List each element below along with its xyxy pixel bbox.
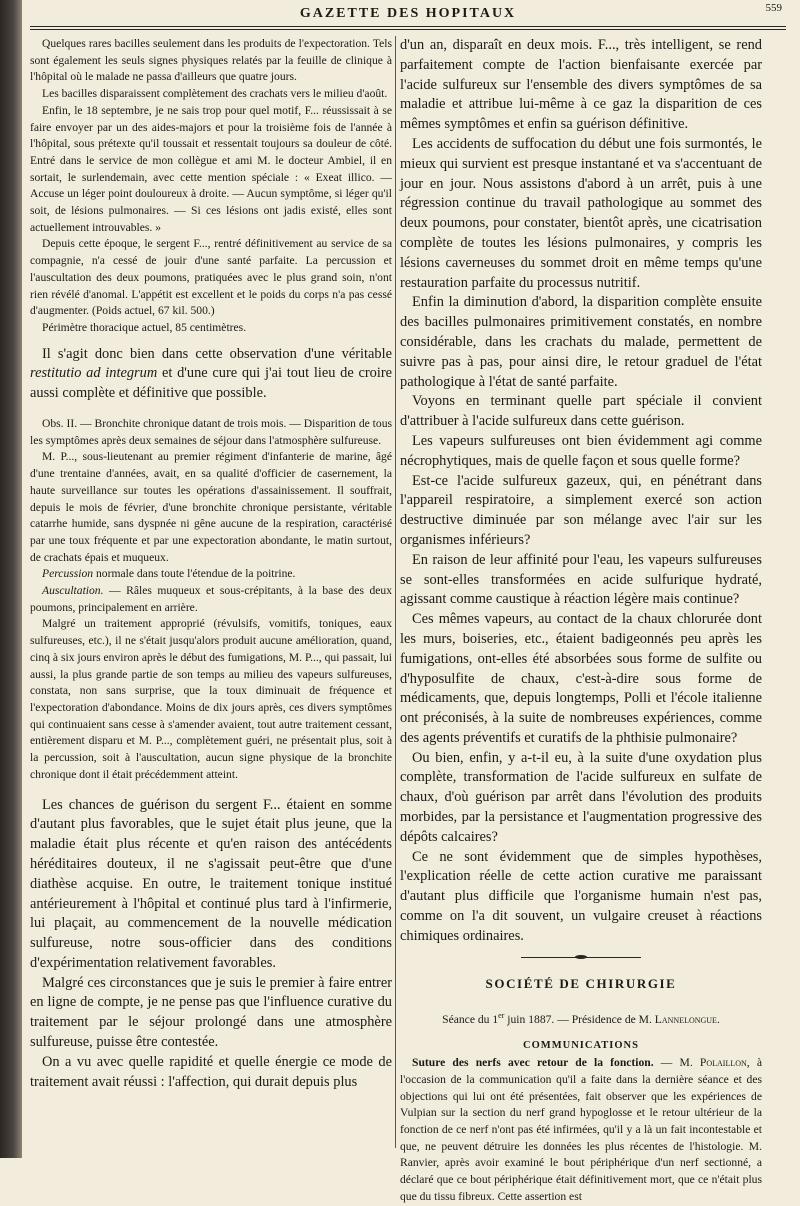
paragraph: Les accidents de suffocation du début une fois surmontés, le mieux qui survient est presque instantané et va s'accentuant de jour en jour. Nous assistons d'abord à un arrêt, puis à une régression continue du travail pathologique au sommet des deux poumons, pour constater, bientôt après, une cicatrisation complète de toutes les lésions pulmonaires, y compris les lésions caverneuses du sommet droit en même temps qu'une restauration parfaite du processus nutritif.: [400, 135, 762, 291]
page-header: [30, 2, 786, 32]
header-rule: [30, 26, 786, 30]
paragraph: Malgré ces circonstances que je suis le premier à faire entrer en ligne de compte, je ne pense pas que l'influence curative du traitement par le séjour prolongé dans une atmosphère sulfureuse, puisse être contestée.: [30, 974, 392, 1051]
paragraph: Malgré un traitement approprié (révulsifs, vomitifs, toniques, eaux sulfureuses, etc.), il ne s'était jusqu'alors produit aucune amélioration, quand, cinq à six jours environ après le début des fumigations, M. P..., qui passait, lui aussi, la plus grande partie de son temps au milieu des vapeurs sulfureuses, constata, non sans surprise, que la toux diminuait de fréquence et l'expectoration d'abondance. Moins de dix jours après, ces divers symptômes qui continuaient sans cesse à s'amender avaient, tout autre traitement cessant, entièrement disparu et M. P..., complètement guéri, ne présentait plus, soit à la percussion, soit à l'auscultation, aucun signe physique de la bronchite chronique dont il était précédemment atteint.: [30, 617, 392, 781]
paragraph: Il s'agit donc bien dans cette observation d'une véritable restitutio ad integrum et d'une cure qui j'ai tout lieu de croire aussi complète et définitive que possible.: [30, 345, 392, 402]
paragraph: Enfin la diminution d'abord, la disparition complète ensuite des bacilles pulmonaires primitivement constatés, en nombre considérable, dans les crachats du malade, permettent de suivre pas à pas, pour ainsi dire, le retour graduel de l'état pathologique à l'état de santé parfaite.: [400, 294, 762, 390]
paragraph: Suture des nerfs avec retour de la fonction. — M. Polaillon, à l'occasion de la communication qu'il a faite dans la dernière séance et des objections qui lui ont été présentées, fait observer que les expériences de Vulpian sur la section du nerf grand hypoglosse et le retour ultérieur de la fonction de ce nerf n'ont pas été infirmées, qu'il y a là un fait incontestable et que, ne peuvent détruire les données les plus récentes de l'histologie. M. Ranvier, après avoir examiné le bout périphérique d'un nerf sectionné, a déclaré que ce bout périphérique était définitivement mort, que ce n'était plus que du tissu fibreux. Cette assertion est: [400, 1056, 762, 1203]
paragraph: Voyons en terminant quelle part spéciale il convient d'attribuer à l'acide sulfureux dans cette guérison.: [400, 393, 762, 430]
paragraph: Quelques rares bacilles seulement dans les produits de l'expectoration. Tels sont également les seuls signes physiques relatés par la feuille de clinique à l'hôpital où le malade ne passa d'ailleurs que quatre jours.: [30, 37, 392, 84]
paragraph: Périmètre thoracique actuel, 85 centimètres.: [42, 320, 247, 334]
paragraph: En raison de leur affinité pour l'eau, les vapeurs sulfureuses se sont-elles transformées en acide sulfurique hydraté, agissant comme caustique à réaction légère mais continue?: [400, 551, 762, 608]
paragraph: Est-ce l'acide sulfureux gazeux, qui, en pénétrant dans l'appareil respiratoire, a simplement exercé son action destructive diminuée par son mélange avec l'air sur les organismes inférieurs?: [400, 472, 762, 548]
paragraph: Les chances de guérison du sergent F... étaient en somme d'autant plus favorables, que le sujet était plus jeune, que la maladie était plus récente et qu'en raison des antécédents héréditaires douteux, il ne s'agissait peut-être que d'une diathèse acquise. En outre, le traitement tonique institué antérieurement à l'hôpital et continué plus tard à l'infirmerie, lui plaçait, au commencement de la nouvelle médication sulfureuse, notre sous-officier dans des conditions d'expérimentation relativement favorables.: [30, 796, 392, 971]
paragraph: M. P..., sous-lieutenant au premier régiment d'infanterie de marine, âgé d'une trentaine d'années, avait, en sa qualité d'officier de casernement, la haute surveillance sur toutes les opérations d'assainissement. Il souffrait, depuis le mois de février, d'une bronchite chronique persistante, véritable catarrhe humide, sans dyspnée ni gêne aucune de la respiration, caractérisé par une toux fréquente et par une expectoration abondante, le matin surtout, de crachats épais et muqueux.: [30, 450, 392, 564]
section-ornament: [521, 957, 641, 958]
page-number: 559: [765, 2, 782, 14]
paragraph: d'un an, disparaît en deux mois. F..., très intelligent, se rend parfaitement compte de l'action bienfaisante exercée par l'acide sulfureux sur l'ensemble des divers symptômes de sa maladie et attribue lui-même à ce gaz la disparition de ces mêmes symptômes et enfin sa guérison définitive.: [400, 37, 762, 133]
subsection-heading: COMMUNICATIONS: [523, 1040, 639, 1052]
section-title: SOCIÉTÉ DE CHIRURGIE: [485, 975, 677, 991]
journal-title: GAZETTE DES HOPITAUX: [299, 6, 517, 21]
observation-heading: Obs. II. — Bronchite chronique datant de trois mois. — Disparition de tous les symptômes après deux semaines de séjour dans l'atmosphère sulfureuse.: [30, 417, 393, 447]
paragraph: Les bacilles disparaissent complètement des crachats vers le milieu d'août.: [42, 87, 388, 101]
session-line: Séance du 1er juin 1887. — Présidence de M. Lannelongue.: [442, 1010, 720, 1026]
paragraph: Depuis cette époque, le sergent F..., rentré définitivement au service de sa compagnie, n'a cessé de jouir d'une santé parfaite. La percussion et l'auscultation des deux poumons, pratiquées avec le plus grand soin, n'ont rien révélé d'anomal. L'appétit est excellent et le poids du corps n'a pas cessé d'augmenter. (Poids actuel, 67 kil. 500.): [30, 237, 392, 318]
paragraph: Auscultation. — Râles muqueux et sous-crépitants, à la base des deux poumons, principalement en arrière.: [30, 584, 392, 614]
column-divider: [395, 36, 396, 1148]
paragraph: Percussion normale dans toute l'étendue de la poitrine.: [42, 567, 296, 581]
paragraph: Enfin, le 18 septembre, je ne sais trop pour quel motif, F... réussissait à se faire envoyer par un des aides-majors et pour la troisième fois de l'année à l'hôpital, sous prétexte qu'il toussait et ressentait toujours sa douleur de côté. Entré dans le service de mon collègue et ami M. le docteur Ambiel, il en sortait, le surlendemain, avec cette mention spéciale : « Exeat illico. — Accuse un léger point douloureux à droite. — Aucun symptôme, si léger qu'il soit, de lésions pulmonaires. — Si ces lésions ont jadis existé, elles sont actuellement introuvables. »: [30, 103, 392, 234]
paragraph: Les vapeurs sulfureuses ont bien évidemment agi comme nécrophytiques, mais de quelle façon et sous quelle forme?: [400, 432, 762, 469]
paragraph: Ce ne sont évidemment que de simples hypothèses, l'explication réelle de cette action curative me paraissant d'autant plus difficile que l'organisme humain n'est pas, comme on l'a dit souvent, un vulgaire creuset à réactions chimiques ordinaires.: [400, 848, 762, 944]
paragraph: On a vu avec quelle rapidité et quelle énergie ce mode de traitement avait réussi : l'affection, qui durait depuis plus: [30, 1053, 392, 1090]
paragraph: Ou bien, enfin, y a-t-il eu, à la suite d'une oxydation plus complète, transformation de l'acide sulfureux en sulfate de chaux, d'où guérison par arrêt dans l'évolution des produits morbides, par la persistance et l'augmentation progressive des dépôts calcaires?: [400, 749, 762, 845]
right-column: [400, 36, 762, 1203]
binding-edge: [0, 0, 22, 1158]
paragraph: Ces mêmes vapeurs, au contact de la chaux chlorurée dont les murs, boiseries, etc., étaient badigeonnés peu après les fumigations, ont-elles été absorbées sous forme de sulfite ou d'hyposulfite de chaux, c'est-à-dire sous forme de médicaments, que, depuis longtemps, Polli et l'école italienne ont préconisés, à la suite de nombreuses expériences, comme des agents préventifs et curatifs de la phthisie pulmonaire?: [400, 611, 762, 746]
left-column: [30, 36, 392, 1150]
